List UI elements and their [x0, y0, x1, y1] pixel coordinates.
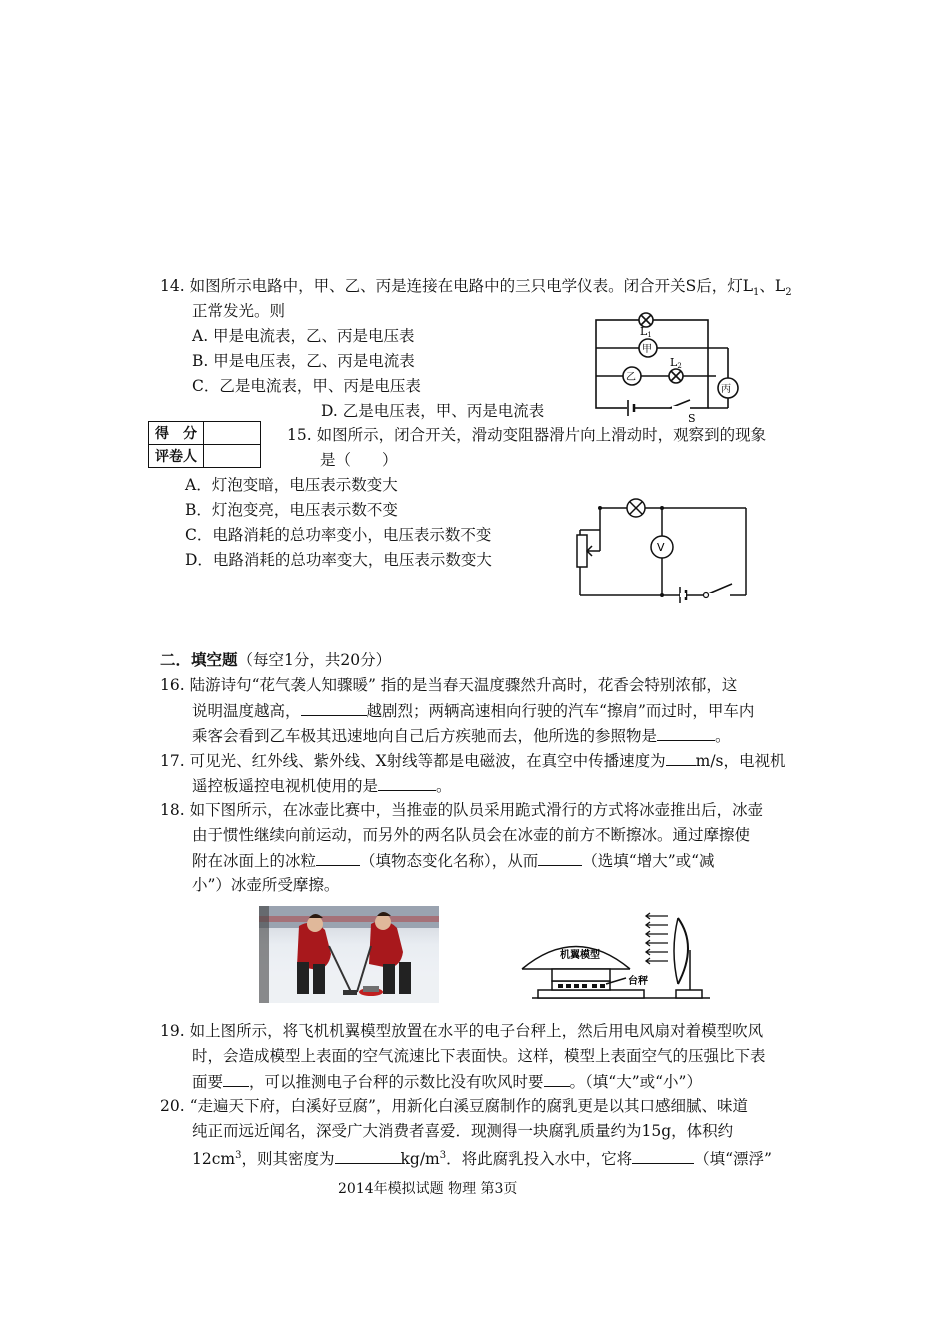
- q19-line3: 面要 ，可以推测电子台秤的示数比没有吹风时要 。（填“大”或“小”）: [192, 1073, 702, 1091]
- svg-text:机翼模型: 机翼模型: [560, 950, 600, 961]
- svg-text:L2: L2: [670, 356, 682, 370]
- q20-line1: 20. “走遍天下府，白溪好豆腐”，用新化白溪豆腐制作的腐乳更是以其口感细腻、味道: [160, 1097, 748, 1115]
- q16-line2: 说明温度越高， 越剧烈；两辆高速相向行驶的汽车“擦肩”而过时，甲车内: [192, 702, 755, 720]
- svg-text:乙: 乙: [626, 372, 636, 383]
- svg-text:V: V: [657, 541, 665, 554]
- q15-line1: 15. 如图所示，闭合开关，滑动变阻器滑片向上滑动时，观察到的现象: [287, 426, 767, 444]
- fan-stand-icon: [676, 990, 702, 998]
- q19-line1: 19. 如上图所示，将飞机机翼模型放置在水平的电子台秤上，然后用电风扇对着模型吹风: [160, 1022, 764, 1040]
- q16-blank-1[interactable]: [301, 700, 367, 716]
- q20-line2: 纯正而远近闻名，深受广大消费者喜爱．现测得一块腐乳质量约为15g，体积约: [192, 1122, 734, 1140]
- q20-line3: $12cm^3$，则其密度为 $kg/m^3$．将此腐乳投入水中，它将 （填“漂浮”: [192, 1150, 772, 1169]
- scale-base-icon: [538, 990, 644, 998]
- q15-option-b: B．灯泡变亮，电压表示数不变: [185, 501, 398, 519]
- q15-option-a: A．灯泡变暗，电压表示数变大: [185, 476, 398, 494]
- q18-line4: 小”）冰壶所受摩擦。: [192, 876, 340, 894]
- score-cell[interactable]: [204, 422, 261, 445]
- q18-line3: 附在冰面上的冰粒 （填物态变化名称），从而 （选填“增大”或“减: [192, 852, 715, 870]
- q14-circuit-diagram: [590, 312, 770, 425]
- curling-photo: [259, 906, 439, 1003]
- q14-option-c: C．乙是电流表，甲、丙是电压表: [192, 377, 421, 395]
- page-footer: 2014年模拟试题 物理 第3页: [338, 1181, 518, 1197]
- q14-option-b: B. 甲是电压表，乙、丙是电流表: [192, 352, 415, 370]
- q15-circuit-diagram: [572, 500, 752, 604]
- q17-blank-2[interactable]: [378, 775, 436, 791]
- q17-blank-1[interactable]: [666, 750, 696, 766]
- q14-option-d: D. 乙是电压表，甲、丙是电流表: [321, 402, 545, 420]
- q17-line2: 遥控板遥控电视机使用的是 。: [192, 777, 452, 795]
- q18-blank-1[interactable]: [316, 850, 360, 866]
- q15-option-d: D．电路消耗的总功率变大，电压表示数变大: [185, 551, 492, 569]
- q19-blank-1[interactable]: [223, 1071, 249, 1087]
- q19-blank-2[interactable]: [544, 1071, 570, 1087]
- section-2-heading: 二．填空题（每空1分，共20分）: [160, 651, 392, 669]
- q18-line2: 由于惯性继续向前运动，而另外的两名队员会在冰壶的前方不断擦冰。通过摩擦使: [192, 826, 751, 844]
- wing-model-diagram: [518, 906, 718, 1006]
- q14-option-a: A. 甲是电流表，乙、丙是电压表: [192, 327, 415, 345]
- svg-text:丙: 丙: [721, 384, 731, 395]
- q15-option-c: C．电路消耗的总功率变小，电压表示数不变: [185, 526, 492, 544]
- q16-line3: 乘客会看到乙车极其迅速地向自己后方疾驰而去，他所选的参照物是 。: [192, 727, 731, 745]
- q14-line2: 正常发光。则: [192, 302, 286, 320]
- q20-blank-2[interactable]: [632, 1148, 694, 1164]
- q18-line1: 18. 如下图所示，在冰壶比赛中，当推壶的队员采用跪式滑行的方式将冰壶推出后，冰壶: [160, 801, 764, 819]
- wind-arrows-icon: [646, 913, 668, 964]
- grader-label: 评卷人: [149, 445, 204, 468]
- q14-line1: 14. 如图所示电路中，甲、乙、丙是连接在电路中的三只电学仪表。闭合开关S后，灯$L_1$、$L_2$: [160, 277, 792, 299]
- svg-text:台秤: 台秤: [628, 976, 648, 987]
- q18-blank-2[interactable]: [538, 850, 582, 866]
- svg-text:L1: L1: [640, 325, 652, 339]
- score-label: 得 分: [149, 422, 204, 445]
- q16-blank-2[interactable]: [657, 725, 715, 741]
- score-box: [148, 421, 261, 468]
- q17-line1: 17. 可见光、红外线、紫外线、X射线等都是电磁波，在真空中传播速度为 m/s，电视机: [160, 752, 786, 770]
- rheostat-icon: [577, 535, 587, 567]
- q16-line1: 16. 陆游诗句“花气袭人知骤暖” 指的是当春天温度骤然升高时，花香会特别浓郁，这: [160, 676, 738, 694]
- q19-line2: 时，会造成模型上表面的空气流速比下表面快。这样，模型上表面空气的压强比下表: [192, 1047, 766, 1065]
- svg-text:甲: 甲: [642, 344, 652, 355]
- q20-blank-1[interactable]: [335, 1148, 401, 1164]
- q15-line2: 是（ ）: [320, 451, 398, 469]
- grader-cell[interactable]: [204, 445, 261, 468]
- svg-text:S: S: [688, 412, 696, 425]
